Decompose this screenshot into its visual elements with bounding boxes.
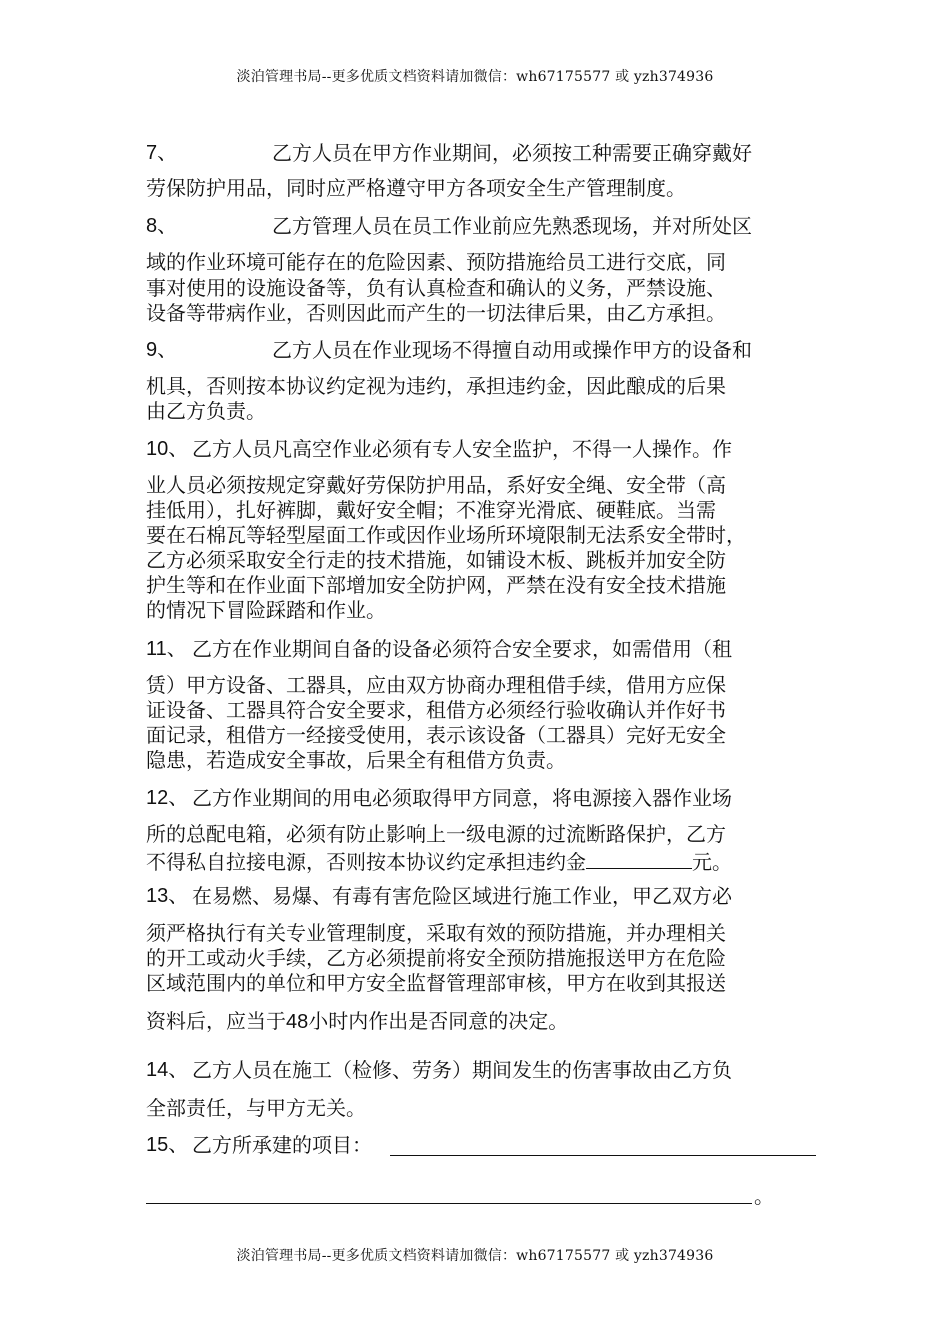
clause-12-text: 不得私自拉接电源，否则按本协议约定承担违约金 (146, 850, 586, 874)
clause-12-line: 乙方作业期间的用电必须取得甲方同意，将电源接入器作业场 (192, 786, 732, 810)
page-footer: 淡泊管理书局--更多优质文档资料请加微信：wh67175577 或 yzh374936 (236, 1248, 714, 1264)
clause-7-number: 7、 (146, 142, 178, 164)
clause-10-number: 10、 (146, 438, 189, 460)
clause-9-line: 乙方人员在作业现场不得擅自动用或操作甲方的设备和 (272, 338, 752, 362)
page-header: 淡泊管理书局--更多优质文档资料请加微信：wh67175577 或 yzh374936 (236, 69, 714, 85)
clause-15-label: 乙方所承建的项目： (192, 1133, 372, 1157)
clause-13-line: 区域范围内的单位和甲方安全监督管理部审核，甲方在收到其报送 (146, 971, 726, 995)
clause-13-text-end: 小时内作出是否同意的决定。 (308, 1009, 569, 1033)
clause-13-line: 须严格执行有关专业管理制度，采取有效的预防措施，并办理相关 (146, 921, 726, 945)
clause-13-text: 资料后，应当于 (146, 1009, 286, 1033)
clause-10-line: 挂低用），扎好裤脚，戴好安全帽；不准穿光滑底、硬鞋底。当需 (146, 498, 716, 522)
project-name-blank[interactable] (390, 1155, 816, 1156)
clause-11-line: 证设备、工器具符合安全要求，租借方必须经行验收确认并作好书 (146, 698, 726, 722)
clause-10-line: 护生等和在作业面下部增加安全防护网，严禁在没有安全技术措施 (146, 573, 726, 597)
clause-14-line: 全部责任，与甲方无关。 (146, 1096, 366, 1120)
clause-14-number: 14、 (146, 1059, 189, 1081)
clause-10-line: 要在石棉瓦等轻型屋面工作或因作业场所环境限制无法系安全带时， (146, 523, 746, 547)
clause-11-number: 11、 (146, 638, 187, 660)
clause-9-number: 9、 (146, 339, 178, 361)
clause-8-line: 事对使用的设施设备等，负有认真检查和确认的义务，严禁设施、 (146, 276, 726, 300)
clause-7-line: 乙方人员在甲方作业期间，必须按工种需要正确穿戴好 (272, 141, 752, 165)
clause-13-line: 的开工或动火手续，乙方必须提前将安全预防措施报送甲方在危险 (146, 946, 726, 970)
clause-8-line: 乙方管理人员在员工作业前应先熟悉现场，并对所处区 (272, 214, 752, 238)
clause-8-line: 设备等带病作业，否则因此而产生的一切法律后果，由乙方承担。 (146, 301, 726, 325)
clause-10-line: 乙方人员凡高空作业必须有专人安全监护，不得一人操作。作 (192, 437, 732, 461)
clause-11-line: 面记录，租借方一经接受使用，表示该设备（工器具）完好无安全 (146, 723, 726, 747)
clause-15-end: 。 (754, 1184, 774, 1208)
clause-15-number: 15、 (146, 1134, 189, 1156)
clause-11-line: 隐患，若造成安全事故，后果全有租借方负责。 (146, 748, 566, 772)
clause-13-line (146, 1008, 568, 1035)
clause-7-line: 劳保防护用品，同时应严格遵守甲方各项安全生产管理制度。 (146, 176, 686, 200)
clause-10-line: 业人员必须按规定穿戴好劳保防护用品，系好安全绳、安全带（高 (146, 473, 726, 497)
clause-9-line: 由乙方负责。 (146, 399, 266, 423)
clause-13-hours: 48 (286, 1011, 309, 1033)
clause-12-line: 所的总配电箱，必须有防止影响上一级电源的过流断路保护，乙方 (146, 822, 726, 846)
clause-12-line (146, 846, 732, 875)
clause-10-line: 乙方必须采取安全行走的技术措施，如铺设木板、跳板并加安全防 (146, 548, 726, 572)
clause-8-number: 8、 (146, 215, 178, 237)
clause-12-number: 12、 (146, 787, 189, 809)
clause-11-line: 乙方在作业期间自备的设备必须符合安全要求，如需借用（租 (192, 637, 732, 661)
clause-8-line: 域的作业环境可能存在的危险因素、预防措施给员工进行交底，同 (146, 250, 726, 274)
clause-12-unit: 元。 (692, 850, 732, 874)
clause-13-number: 13、 (146, 885, 189, 907)
penalty-amount-blank[interactable] (586, 846, 692, 869)
clause-10-line: 的情况下冒险踩踏和作业。 (146, 598, 386, 622)
clause-13-line: 在易燃、易爆、有毒有害危险区域进行施工作业，甲乙双方必 (192, 884, 732, 908)
clause-11-line: 赁）甲方设备、工器具，应由双方协商办理租借手续，借用方应保 (146, 673, 726, 697)
project-name-blank-continued[interactable] (146, 1203, 752, 1204)
clause-14-line: 乙方人员在施工（检修、劳务）期间发生的伤害事故由乙方负 (192, 1058, 732, 1082)
clause-9-line: 机具，否则按本协议约定视为违约，承担违约金，因此酿成的后果 (146, 374, 726, 398)
